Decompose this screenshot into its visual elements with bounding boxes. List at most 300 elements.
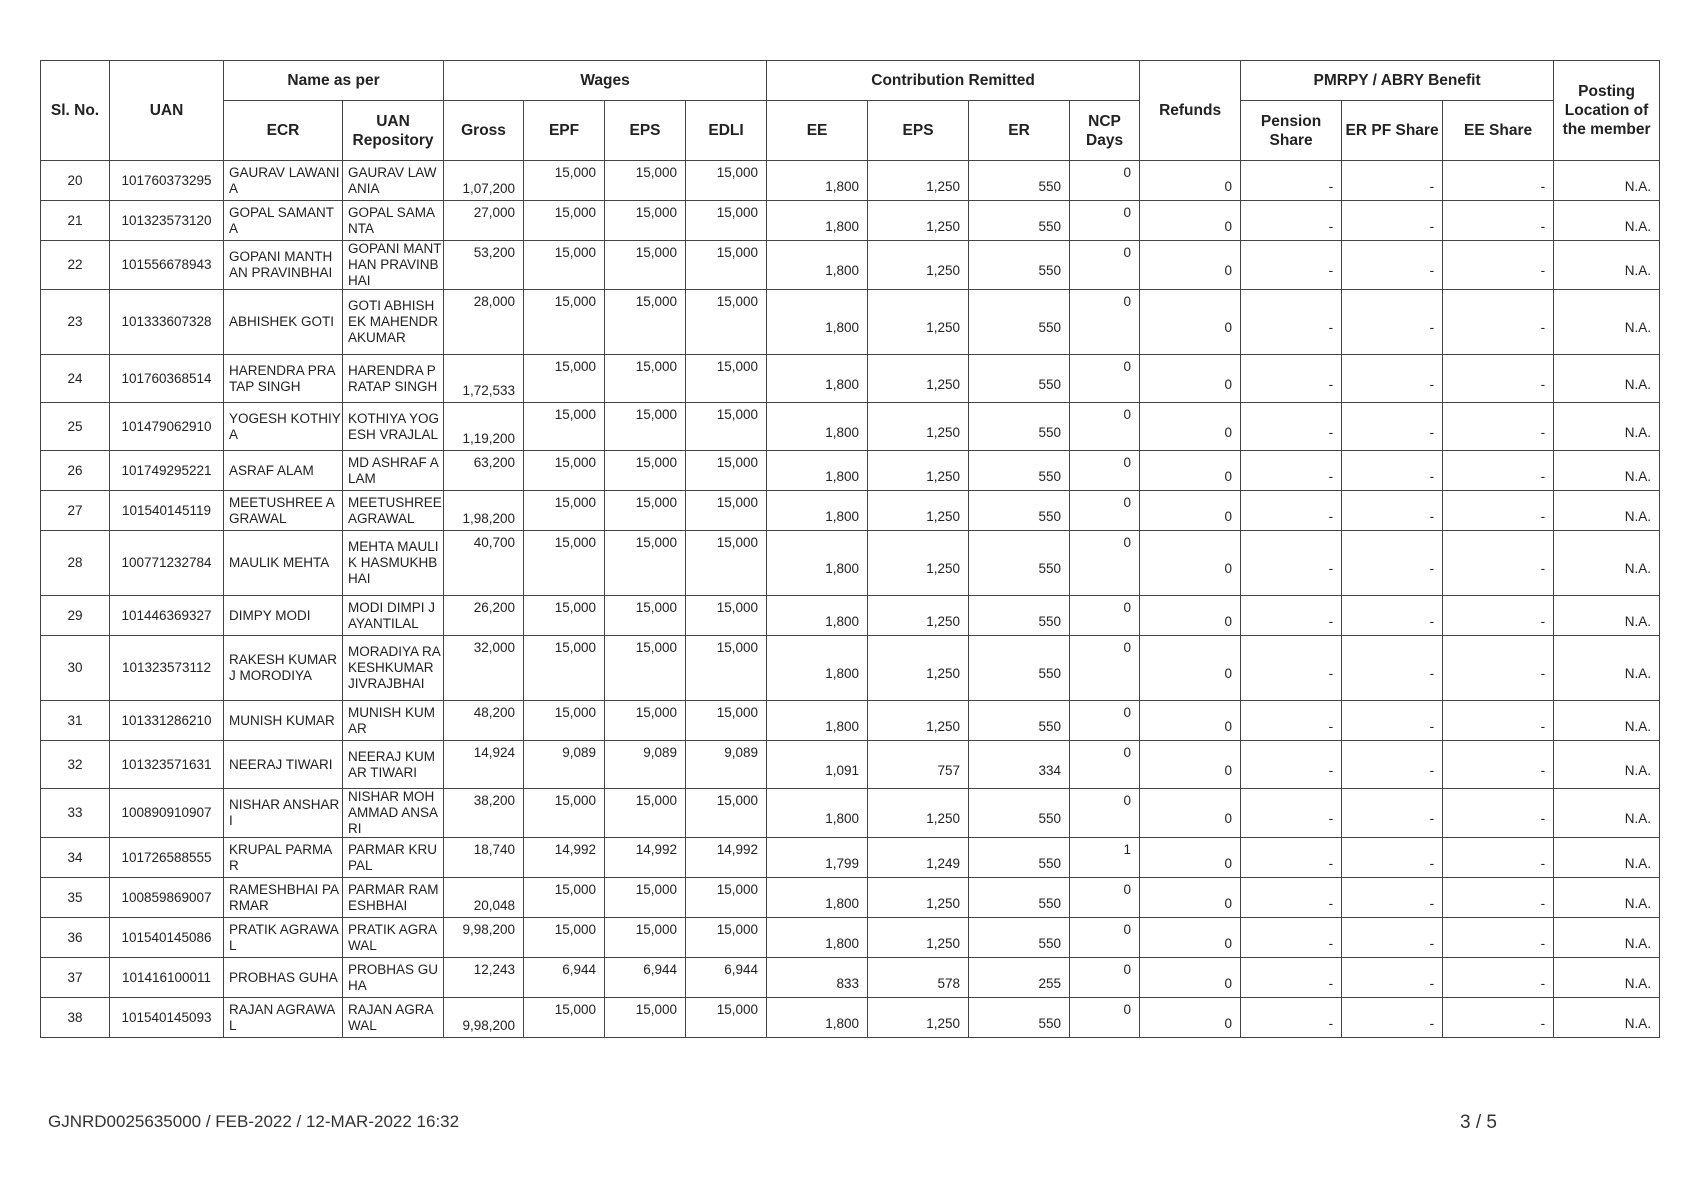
cell-uan: 101479062910	[110, 403, 224, 451]
cell-ecr-name: MAULIK MEHTA	[224, 531, 343, 596]
cell-eps: 15,000	[605, 998, 686, 1038]
cell-uan-repository-name: MUNISH KUMAR	[343, 701, 444, 741]
cell-ee: 1,800	[767, 451, 868, 491]
cell-uan: 101749295221	[110, 451, 224, 491]
cell-eps: 15,000	[605, 918, 686, 958]
cell-ecr-name: HARENDRA PRATAP SINGH	[224, 355, 343, 403]
cell-er: 550	[969, 636, 1070, 701]
cell-er-pf-share: -	[1342, 998, 1443, 1038]
cell-sl-no: 22	[41, 241, 110, 290]
cell-ncp-days: 0	[1070, 451, 1140, 491]
header-ee-share: EE Share	[1443, 101, 1554, 161]
cell-gross: 9,98,200	[444, 998, 524, 1038]
cell-uan-repository-name: HARENDRA PRATAP SINGH	[343, 355, 444, 403]
footer-reference: GJNRD0025635000 / FEB-2022 / 12-MAR-2022 16:32	[48, 1112, 460, 1131]
cell-pension-share: -	[1241, 998, 1342, 1038]
cell-contribution-eps: 1,250	[868, 290, 969, 355]
cell-er-pf-share: -	[1342, 161, 1443, 201]
cell-pension-share: -	[1241, 596, 1342, 636]
cell-uan-repository-name: GOPAL SAMANTA	[343, 201, 444, 241]
cell-ncp-days: 0	[1070, 491, 1140, 531]
header-ncp-days: NCP Days	[1070, 101, 1140, 161]
cell-sl-no: 24	[41, 355, 110, 403]
header-er-pf-share: ER PF Share	[1342, 101, 1443, 161]
cell-ee-share: -	[1443, 531, 1554, 596]
cell-posting-location: N.A.	[1554, 838, 1660, 878]
cell-uan-repository-name: GAURAV LAWANIA	[343, 161, 444, 201]
header-pension-share: Pension Share	[1241, 101, 1342, 161]
cell-eps: 15,000	[605, 491, 686, 531]
cell-ee: 833	[767, 958, 868, 998]
cell-pension-share: -	[1241, 161, 1342, 201]
cell-contribution-eps: 1,250	[868, 403, 969, 451]
cell-epf: 15,000	[524, 878, 605, 918]
cell-gross: 28,000	[444, 290, 524, 355]
cell-gross: 1,19,200	[444, 403, 524, 451]
cell-uan-repository-name: PARMAR KRUPAL	[343, 838, 444, 878]
cell-refunds: 0	[1140, 596, 1241, 636]
cell-pension-share: -	[1241, 355, 1342, 403]
cell-edli: 15,000	[686, 701, 767, 741]
table-row	[41, 201, 1660, 241]
cell-gross: 1,72,533	[444, 355, 524, 403]
cell-gross: 53,200	[444, 241, 524, 290]
header-sl-no: Sl. No.	[41, 61, 110, 161]
cell-epf: 15,000	[524, 241, 605, 290]
cell-gross: 40,700	[444, 531, 524, 596]
cell-eps: 15,000	[605, 201, 686, 241]
cell-posting-location: N.A.	[1554, 451, 1660, 491]
cell-posting-location: N.A.	[1554, 355, 1660, 403]
cell-ee: 1,800	[767, 636, 868, 701]
cell-ecr-name: RAMESHBHAI PARMAR	[224, 878, 343, 918]
page-number: 3 / 5	[1460, 1112, 1497, 1133]
cell-uan: 100859869007	[110, 878, 224, 918]
cell-edli: 15,000	[686, 998, 767, 1038]
cell-eps: 15,000	[605, 596, 686, 636]
table-header	[41, 61, 1660, 161]
cell-uan-repository-name: MEETUSHREE AGRAWAL	[343, 491, 444, 531]
cell-contribution-eps: 1,250	[868, 355, 969, 403]
cell-uan: 101540145119	[110, 491, 224, 531]
table-row	[41, 789, 1660, 838]
header-epf: EPF	[524, 101, 605, 161]
cell-eps: 15,000	[605, 355, 686, 403]
cell-refunds: 0	[1140, 290, 1241, 355]
cell-er-pf-share: -	[1342, 201, 1443, 241]
cell-ncp-days: 1	[1070, 838, 1140, 878]
cell-ee-share: -	[1443, 491, 1554, 531]
cell-er: 550	[969, 451, 1070, 491]
cell-er: 550	[969, 918, 1070, 958]
cell-gross: 26,200	[444, 596, 524, 636]
cell-ee-share: -	[1443, 741, 1554, 789]
cell-edli: 15,000	[686, 531, 767, 596]
cell-sl-no: 29	[41, 596, 110, 636]
cell-ecr-name: PROBHAS GUHA	[224, 958, 343, 998]
cell-contribution-eps: 1,250	[868, 451, 969, 491]
header-ee: EE	[767, 101, 868, 161]
cell-contribution-eps: 757	[868, 741, 969, 789]
cell-ee-share: -	[1443, 918, 1554, 958]
cell-pension-share: -	[1241, 958, 1342, 998]
header-ecr: ECR	[224, 101, 343, 161]
cell-ee: 1,800	[767, 531, 868, 596]
cell-ncp-days: 0	[1070, 789, 1140, 838]
cell-ncp-days: 0	[1070, 596, 1140, 636]
cell-pension-share: -	[1241, 878, 1342, 918]
cell-refunds: 0	[1140, 789, 1241, 838]
cell-ee: 1,800	[767, 596, 868, 636]
cell-ecr-name: PRATIK AGRAWAL	[224, 918, 343, 958]
cell-pension-share: -	[1241, 741, 1342, 789]
cell-posting-location: N.A.	[1554, 531, 1660, 596]
cell-sl-no: 36	[41, 918, 110, 958]
cell-refunds: 0	[1140, 878, 1241, 918]
cell-er-pf-share: -	[1342, 789, 1443, 838]
cell-epf: 15,000	[524, 918, 605, 958]
cell-gross: 38,200	[444, 789, 524, 838]
cell-ee-share: -	[1443, 161, 1554, 201]
cell-er: 550	[969, 878, 1070, 918]
cell-sl-no: 37	[41, 958, 110, 998]
cell-uan-repository-name: MD ASHRAF ALAM	[343, 451, 444, 491]
cell-ee-share: -	[1443, 355, 1554, 403]
cell-posting-location: N.A.	[1554, 491, 1660, 531]
cell-epf: 15,000	[524, 596, 605, 636]
cell-gross: 1,98,200	[444, 491, 524, 531]
cell-gross: 1,07,200	[444, 161, 524, 201]
header-contribution-remitted: Contribution Remitted	[767, 61, 1140, 101]
cell-sl-no: 28	[41, 531, 110, 596]
cell-refunds: 0	[1140, 998, 1241, 1038]
cell-edli: 15,000	[686, 403, 767, 451]
cell-epf: 15,000	[524, 789, 605, 838]
cell-edli: 9,089	[686, 741, 767, 789]
cell-uan-repository-name: PROBHAS GUHA	[343, 958, 444, 998]
cell-epf: 15,000	[524, 491, 605, 531]
cell-ecr-name: GAURAV LAWANIA	[224, 161, 343, 201]
cell-eps: 9,089	[605, 741, 686, 789]
cell-eps: 15,000	[605, 451, 686, 491]
cell-posting-location: N.A.	[1554, 241, 1660, 290]
header-edli: EDLI	[686, 101, 767, 161]
cell-contribution-eps: 1,250	[868, 789, 969, 838]
cell-epf: 15,000	[524, 290, 605, 355]
cell-ee: 1,091	[767, 741, 868, 789]
cell-epf: 15,000	[524, 531, 605, 596]
cell-eps: 15,000	[605, 531, 686, 596]
cell-uan-repository-name: MODI DIMPI JAYANTILAL	[343, 596, 444, 636]
cell-er: 550	[969, 403, 1070, 451]
cell-refunds: 0	[1140, 958, 1241, 998]
header-eps: EPS	[605, 101, 686, 161]
cell-er-pf-share: -	[1342, 636, 1443, 701]
table-row	[41, 531, 1660, 596]
cell-uan: 101540145093	[110, 998, 224, 1038]
cell-posting-location: N.A.	[1554, 201, 1660, 241]
cell-edli: 15,000	[686, 789, 767, 838]
cell-refunds: 0	[1140, 161, 1241, 201]
cell-uan: 101760368514	[110, 355, 224, 403]
cell-ecr-name: GOPAL SAMANTA	[224, 201, 343, 241]
cell-eps: 15,000	[605, 241, 686, 290]
table-body	[41, 161, 1660, 1038]
header-wages: Wages	[444, 61, 767, 101]
cell-uan: 101446369327	[110, 596, 224, 636]
cell-edli: 15,000	[686, 636, 767, 701]
cell-epf: 6,944	[524, 958, 605, 998]
cell-eps: 15,000	[605, 878, 686, 918]
cell-pension-share: -	[1241, 241, 1342, 290]
table-row	[41, 838, 1660, 878]
cell-ee: 1,800	[767, 201, 868, 241]
cell-er: 550	[969, 290, 1070, 355]
cell-gross: 48,200	[444, 701, 524, 741]
cell-epf: 9,089	[524, 741, 605, 789]
cell-ecr-name: MUNISH KUMAR	[224, 701, 343, 741]
cell-uan-repository-name: RAJAN AGRAWAL	[343, 998, 444, 1038]
cell-ecr-name: RAJAN AGRAWAL	[224, 998, 343, 1038]
cell-epf: 15,000	[524, 201, 605, 241]
cell-er-pf-share: -	[1342, 741, 1443, 789]
cell-uan-repository-name: PRATIK AGRAWAL	[343, 918, 444, 958]
table-row	[41, 878, 1660, 918]
cell-pension-share: -	[1241, 290, 1342, 355]
cell-edli: 15,000	[686, 596, 767, 636]
cell-refunds: 0	[1140, 201, 1241, 241]
cell-ncp-days: 0	[1070, 201, 1140, 241]
cell-er: 550	[969, 789, 1070, 838]
cell-ncp-days: 0	[1070, 741, 1140, 789]
cell-refunds: 0	[1140, 636, 1241, 701]
cell-er-pf-share: -	[1342, 355, 1443, 403]
cell-er: 550	[969, 355, 1070, 403]
cell-contribution-eps: 1,250	[868, 636, 969, 701]
cell-ecr-name: ASRAF ALAM	[224, 451, 343, 491]
cell-er: 550	[969, 838, 1070, 878]
cell-er: 550	[969, 491, 1070, 531]
table-row	[41, 241, 1660, 290]
cell-sl-no: 30	[41, 636, 110, 701]
header-gross: Gross	[444, 101, 524, 161]
cell-er: 550	[969, 161, 1070, 201]
cell-edli: 15,000	[686, 290, 767, 355]
cell-eps: 14,992	[605, 838, 686, 878]
cell-uan: 101323571631	[110, 741, 224, 789]
cell-pension-share: -	[1241, 701, 1342, 741]
cell-uan-repository-name: NEERAJ KUMAR TIWARI	[343, 741, 444, 789]
cell-edli: 15,000	[686, 491, 767, 531]
cell-gross: 18,740	[444, 838, 524, 878]
cell-er: 550	[969, 531, 1070, 596]
cell-ecr-name: GOPANI MANTHAN PRAVINBHAI	[224, 241, 343, 290]
table-row	[41, 491, 1660, 531]
cell-edli: 15,000	[686, 241, 767, 290]
cell-sl-no: 27	[41, 491, 110, 531]
cell-ee-share: -	[1443, 451, 1554, 491]
cell-uan-repository-name: PARMAR RAMESHBHAI	[343, 878, 444, 918]
cell-pension-share: -	[1241, 838, 1342, 878]
cell-eps: 15,000	[605, 636, 686, 701]
cell-er-pf-share: -	[1342, 701, 1443, 741]
cell-posting-location: N.A.	[1554, 918, 1660, 958]
cell-er: 334	[969, 741, 1070, 789]
table-row	[41, 290, 1660, 355]
cell-uan-repository-name: GOPANI MANTHAN PRAVINBHAI	[343, 241, 444, 290]
cell-gross: 14,924	[444, 741, 524, 789]
cell-refunds: 0	[1140, 491, 1241, 531]
cell-sl-no: 35	[41, 878, 110, 918]
cell-contribution-eps: 1,250	[868, 201, 969, 241]
cell-epf: 15,000	[524, 161, 605, 201]
cell-posting-location: N.A.	[1554, 741, 1660, 789]
table-row	[41, 741, 1660, 789]
cell-ee-share: -	[1443, 998, 1554, 1038]
cell-er-pf-share: -	[1342, 838, 1443, 878]
cell-ee-share: -	[1443, 878, 1554, 918]
cell-ee: 1,800	[767, 789, 868, 838]
cell-sl-no: 38	[41, 998, 110, 1038]
cell-ncp-days: 0	[1070, 918, 1140, 958]
cell-contribution-eps: 578	[868, 958, 969, 998]
header-posting-location: Posting Location of the member	[1554, 61, 1660, 161]
cell-ee-share: -	[1443, 596, 1554, 636]
cell-er-pf-share: -	[1342, 290, 1443, 355]
header-benefit: PMRPY / ABRY Benefit	[1241, 61, 1554, 101]
header-name-as-per: Name as per	[224, 61, 444, 101]
header-refunds: Refunds	[1140, 61, 1241, 161]
table-row	[41, 918, 1660, 958]
cell-posting-location: N.A.	[1554, 878, 1660, 918]
cell-pension-share: -	[1241, 531, 1342, 596]
cell-er-pf-share: -	[1342, 403, 1443, 451]
cell-contribution-eps: 1,250	[868, 878, 969, 918]
cell-gross: 12,243	[444, 958, 524, 998]
ecr-table	[40, 60, 1660, 1038]
cell-contribution-eps: 1,250	[868, 596, 969, 636]
cell-ee-share: -	[1443, 958, 1554, 998]
cell-uan-repository-name: GOTI ABHISHEK MAHENDRAKUMAR	[343, 290, 444, 355]
cell-refunds: 0	[1140, 918, 1241, 958]
cell-uan: 101323573112	[110, 636, 224, 701]
cell-uan-repository-name: NISHAR MOHAMMAD ANSARI	[343, 789, 444, 838]
cell-pension-share: -	[1241, 636, 1342, 701]
cell-posting-location: N.A.	[1554, 958, 1660, 998]
cell-contribution-eps: 1,250	[868, 701, 969, 741]
cell-gross: 9,98,200	[444, 918, 524, 958]
cell-ncp-days: 0	[1070, 403, 1140, 451]
cell-er: 550	[969, 241, 1070, 290]
cell-edli: 15,000	[686, 918, 767, 958]
cell-sl-no: 25	[41, 403, 110, 451]
cell-sl-no: 31	[41, 701, 110, 741]
cell-ee: 1,799	[767, 838, 868, 878]
cell-posting-location: N.A.	[1554, 636, 1660, 701]
cell-uan-repository-name: MORADIYA RAKESHKUMAR JIVRAJBHAI	[343, 636, 444, 701]
cell-gross: 27,000	[444, 201, 524, 241]
cell-er-pf-share: -	[1342, 878, 1443, 918]
cell-eps: 15,000	[605, 290, 686, 355]
cell-ecr-name: YOGESH KOTHIYA	[224, 403, 343, 451]
cell-refunds: 0	[1140, 355, 1241, 403]
cell-ee: 1,800	[767, 241, 868, 290]
cell-ee: 1,800	[767, 403, 868, 451]
cell-er: 550	[969, 201, 1070, 241]
cell-ecr-name: KRUPAL PARMAR	[224, 838, 343, 878]
cell-ncp-days: 0	[1070, 998, 1140, 1038]
cell-ee: 1,800	[767, 878, 868, 918]
cell-pension-share: -	[1241, 918, 1342, 958]
cell-ee-share: -	[1443, 290, 1554, 355]
cell-eps: 15,000	[605, 789, 686, 838]
cell-er-pf-share: -	[1342, 241, 1443, 290]
cell-ee: 1,800	[767, 918, 868, 958]
cell-ncp-days: 0	[1070, 290, 1140, 355]
cell-posting-location: N.A.	[1554, 596, 1660, 636]
table-row	[41, 636, 1660, 701]
cell-ee-share: -	[1443, 201, 1554, 241]
cell-sl-no: 20	[41, 161, 110, 201]
cell-ecr-name: DIMPY MODI	[224, 596, 343, 636]
cell-ee-share: -	[1443, 403, 1554, 451]
cell-uan: 100771232784	[110, 531, 224, 596]
cell-refunds: 0	[1140, 403, 1241, 451]
cell-edli: 14,992	[686, 838, 767, 878]
cell-eps: 15,000	[605, 701, 686, 741]
cell-ee-share: -	[1443, 838, 1554, 878]
cell-pension-share: -	[1241, 403, 1342, 451]
cell-ee: 1,800	[767, 998, 868, 1038]
cell-contribution-eps: 1,250	[868, 998, 969, 1038]
cell-contribution-eps: 1,250	[868, 531, 969, 596]
cell-refunds: 0	[1140, 451, 1241, 491]
cell-pension-share: -	[1241, 451, 1342, 491]
cell-ncp-days: 0	[1070, 878, 1140, 918]
cell-ecr-name: NEERAJ TIWARI	[224, 741, 343, 789]
cell-epf: 15,000	[524, 451, 605, 491]
cell-epf: 15,000	[524, 998, 605, 1038]
cell-posting-location: N.A.	[1554, 161, 1660, 201]
cell-contribution-eps: 1,250	[868, 918, 969, 958]
header-er: ER	[969, 101, 1070, 161]
cell-contribution-eps: 1,250	[868, 161, 969, 201]
table-row	[41, 596, 1660, 636]
cell-epf: 15,000	[524, 403, 605, 451]
cell-sl-no: 34	[41, 838, 110, 878]
cell-uan: 101416100011	[110, 958, 224, 998]
cell-edli: 15,000	[686, 161, 767, 201]
cell-pension-share: -	[1241, 789, 1342, 838]
cell-sl-no: 32	[41, 741, 110, 789]
cell-pension-share: -	[1241, 201, 1342, 241]
cell-edli: 15,000	[686, 201, 767, 241]
cell-ee-share: -	[1443, 636, 1554, 701]
cell-refunds: 0	[1140, 741, 1241, 789]
cell-gross: 63,200	[444, 451, 524, 491]
cell-posting-location: N.A.	[1554, 403, 1660, 451]
table-row	[41, 403, 1660, 451]
cell-contribution-eps: 1,250	[868, 491, 969, 531]
cell-ee-share: -	[1443, 789, 1554, 838]
cell-sl-no: 23	[41, 290, 110, 355]
cell-er-pf-share: -	[1342, 958, 1443, 998]
cell-sl-no: 26	[41, 451, 110, 491]
cell-sl-no: 33	[41, 789, 110, 838]
cell-ncp-days: 0	[1070, 958, 1140, 998]
header-uan: UAN	[110, 61, 224, 161]
cell-edli: 15,000	[686, 878, 767, 918]
